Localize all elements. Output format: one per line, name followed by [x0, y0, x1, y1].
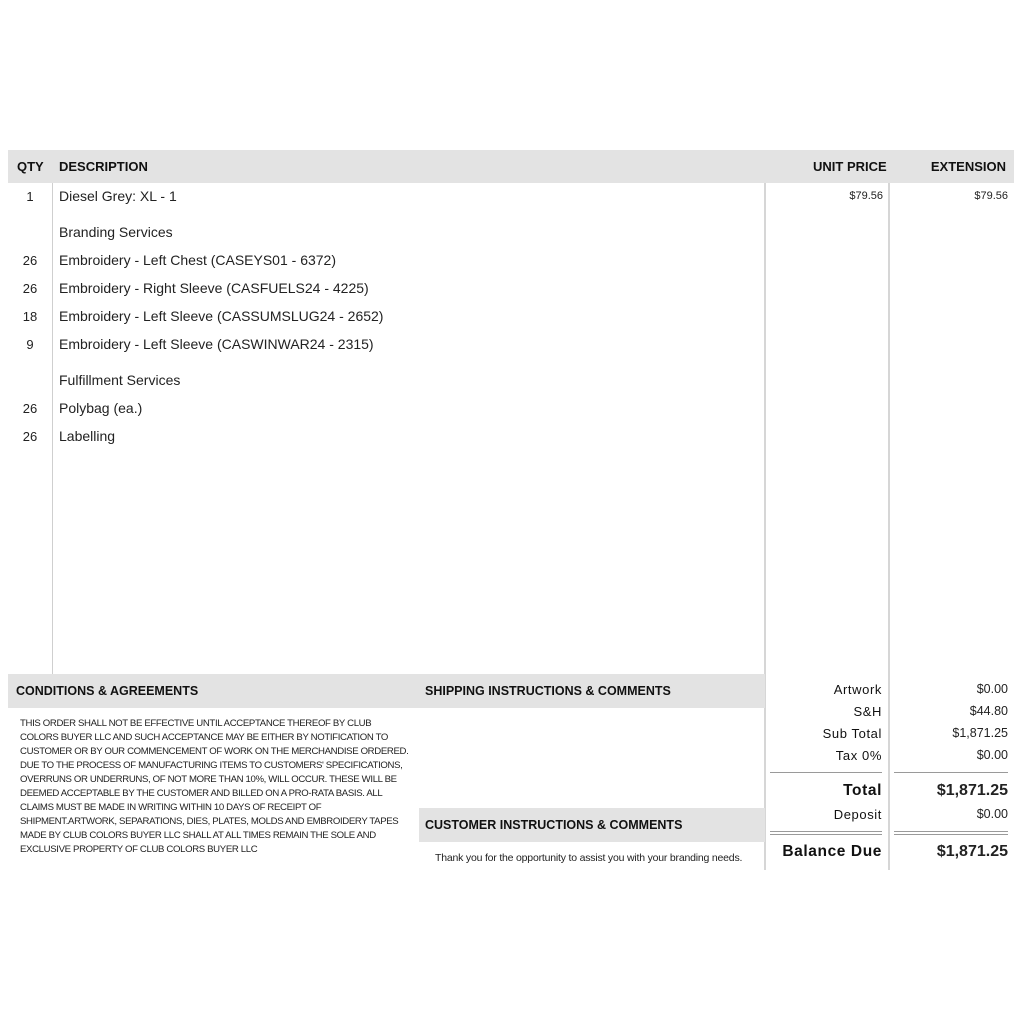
header-description: DESCRIPTION [59, 159, 148, 174]
row-qty: 26 [22, 253, 38, 268]
customer-instructions-title: CUSTOMER INSTRUCTIONS & COMMENTS [425, 818, 683, 832]
section-label: Branding Services [59, 224, 173, 240]
header-unit-price: UNIT PRICE [813, 159, 887, 174]
tax-value: $0.00 [976, 748, 1008, 762]
conditions-title: CONDITIONS & AGREEMENTS [16, 684, 199, 698]
balance-due-value: $1,871.25 [936, 843, 1008, 860]
deposit-label: Deposit [833, 807, 882, 822]
deposit-value: $0.00 [976, 807, 1008, 821]
row-qty: 26 [22, 281, 38, 296]
totals-divider [894, 772, 1008, 773]
conditions-header [8, 674, 765, 708]
totals-divider [894, 834, 1008, 835]
row-qty: 26 [22, 429, 38, 444]
section-label: Fulfillment Services [59, 372, 181, 388]
column-divider [888, 183, 890, 870]
shipping-title: SHIPPING INSTRUCTIONS & COMMENTS [425, 684, 671, 698]
header-qty: QTY [17, 159, 44, 174]
totals-divider [894, 831, 1008, 832]
header-extension: EXTENSION [930, 159, 1006, 174]
total-label: Total [843, 782, 882, 799]
balance-due-label: Balance Due [782, 843, 882, 860]
tax-label: Tax 0% [835, 748, 882, 763]
row-description: Embroidery - Left Sleeve (CASWINWAR24 - 2315) [59, 336, 374, 352]
row-qty: 18 [22, 309, 38, 324]
row-description: Embroidery - Left Chest (CASEYS01 - 6372) [59, 252, 337, 268]
customer-instructions-text: Thank you for the opportunity to assist you with your branding needs. [435, 852, 743, 864]
sh-label: S&H [853, 704, 882, 719]
customer-instructions-header [419, 808, 765, 842]
artwork-label: Artwork [833, 682, 882, 697]
row-qty: 26 [22, 401, 38, 416]
conditions-text: THIS ORDER SHALL NOT BE EFFECTIVE UNTIL ACCEPTANCE THEREOF BY CLUB COLORS BUYER LLC AND SUCH ACCEPTANCE MAY BE EITHER BY NOTIFICATION TO CUSTOMER OR BY OUR COMMENCEMENT OF WORK ON THE MERCHANDISE ORDERED. DUE TO THE PROCESS OF MANUFACTURING ITEMS TO CUSTOMERS' SPECIFICATIONS, OVERRUNS OR UNDERRUNS, OF NOT MORE THAN 10%, WILL OCCUR. THESE WILL BE DEEMED ACCEPTABLE BY THE CUSTOMER AND BILLED ON A PRO-RATA BASIS. ALL CLAIMS MUST BE MADE IN WRITING WITHIN 10 DAYS OF RECEIPT OF SHIPMENT.ARTWORK, SEPARATIONS, DIES, PLATES, MOLDS AND EMBROIDERY TAPES MADE BY CLUB COLORS BUYER LLC SHALL AT ALL TIMES REMAIN THE SOLE AND EXCLUSIVE PROPERTY OF CLUB COLORS BUYER LLC [20, 718, 409, 855]
sh-value: $44.80 [969, 704, 1008, 718]
artwork-value: $0.00 [976, 682, 1008, 696]
row-qty: 1 [26, 189, 34, 204]
totals-divider [770, 831, 882, 832]
row-description: Embroidery - Left Sleeve (CASSUMSLUG24 - 2652) [59, 308, 384, 324]
row-description: Labelling [59, 428, 116, 444]
total-value: $1,871.25 [936, 782, 1008, 799]
table-header [8, 150, 1014, 183]
row-qty: 9 [26, 337, 34, 352]
totals-divider [770, 772, 882, 773]
column-divider [52, 183, 53, 674]
totals-divider [770, 834, 882, 835]
row-description: Embroidery - Right Sleeve (CASFUELS24 - 4225) [59, 280, 369, 296]
column-divider [764, 183, 766, 870]
row-description: Diesel Grey: XL - 1 [59, 188, 177, 204]
row-extension: $79.56 [974, 190, 1008, 202]
row-description: Polybag (ea.) [59, 400, 143, 416]
subtotal-value: $1,871.25 [952, 726, 1008, 740]
subtotal-label: Sub Total [822, 726, 882, 741]
row-unit-price: $79.56 [849, 190, 883, 202]
